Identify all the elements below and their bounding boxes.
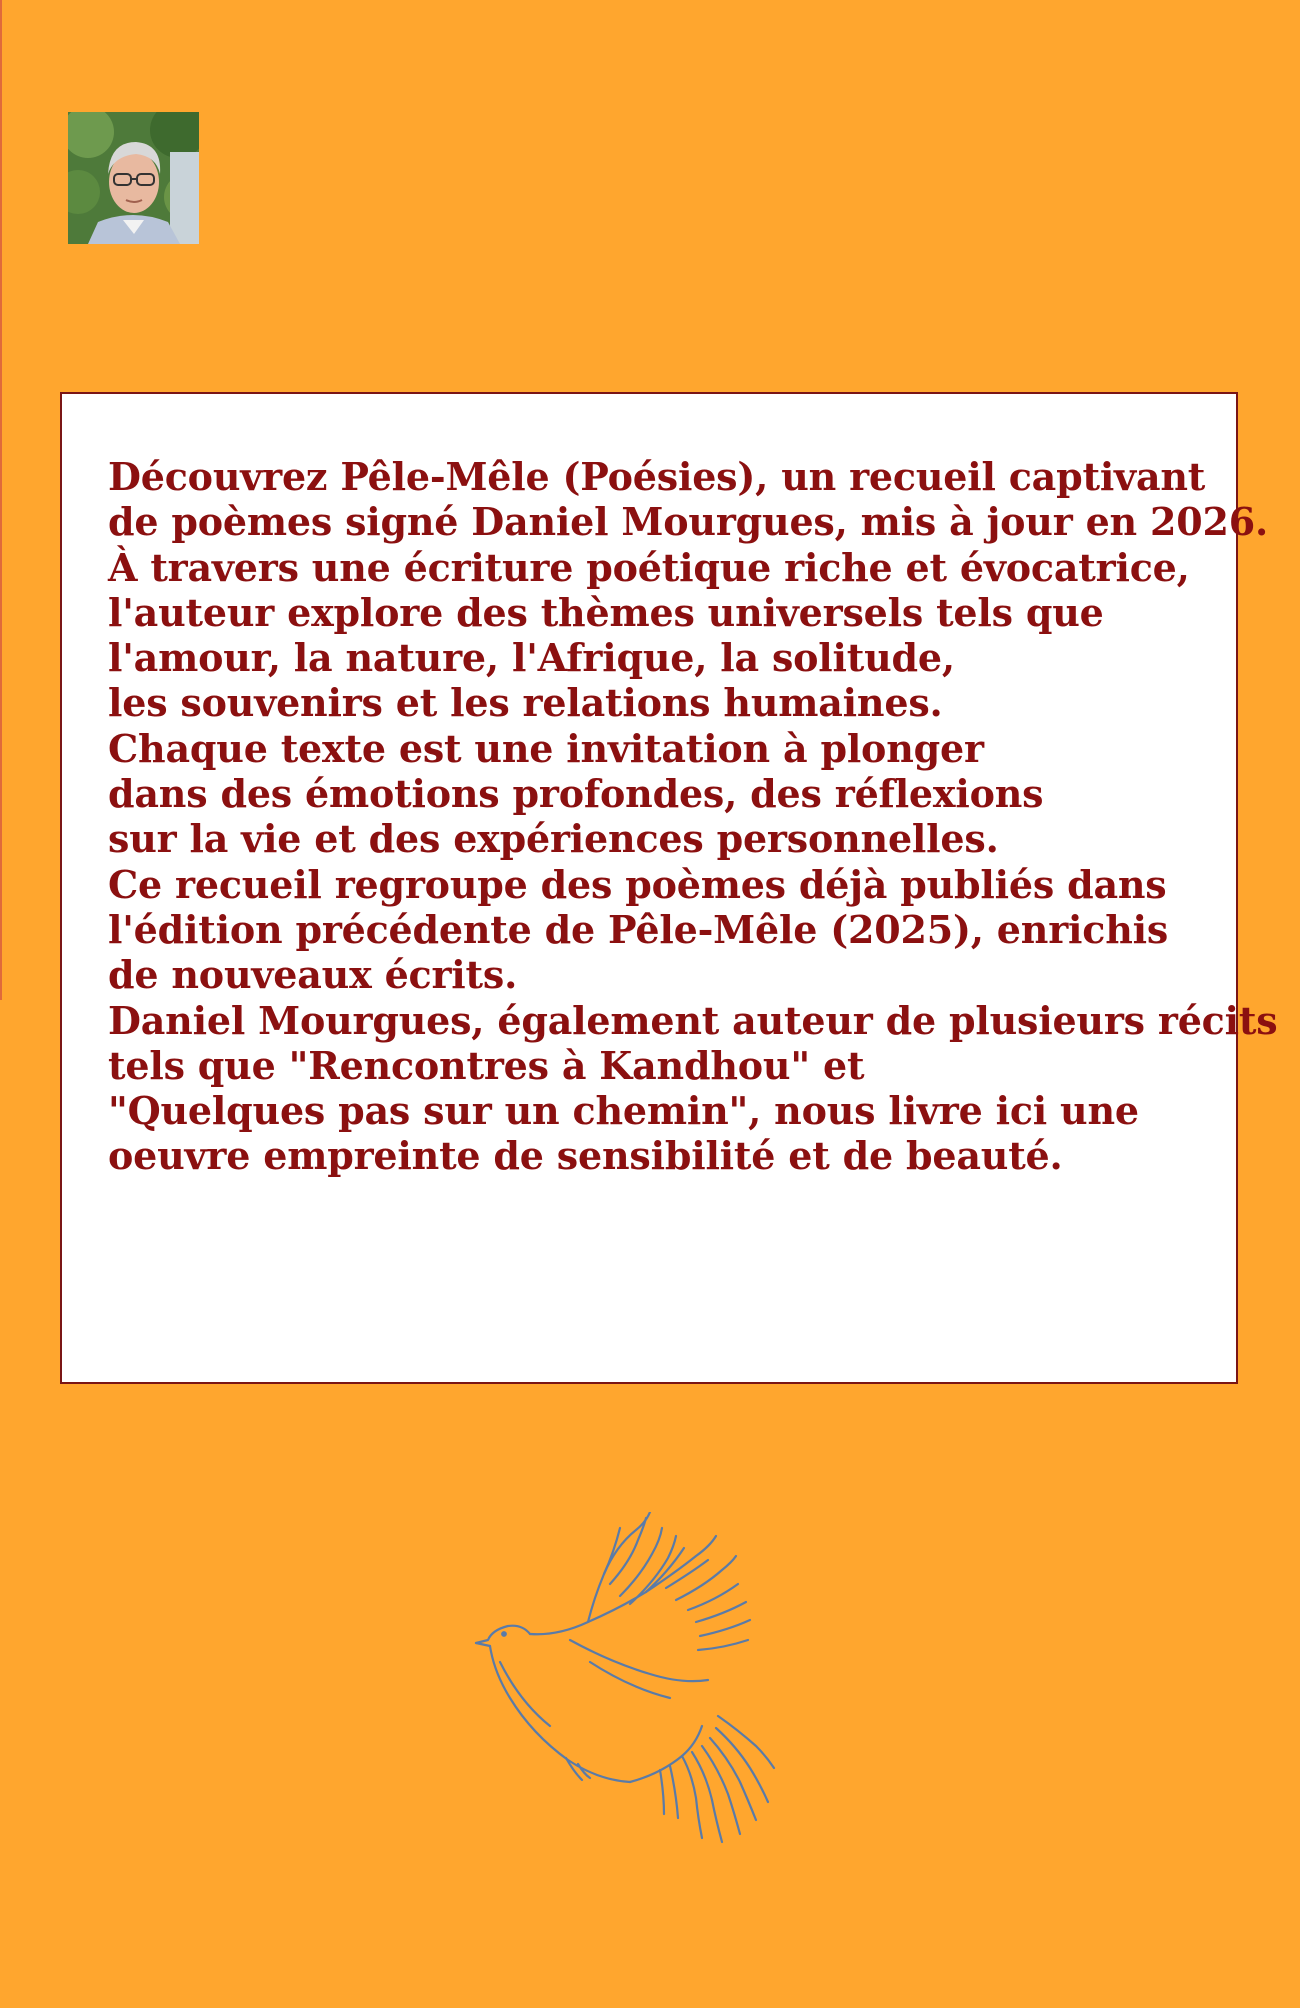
blurb-line: Ce recueil regroupe des poèmes déjà publiés dans	[108, 861, 1167, 907]
blurb-line: oeuvre empreinte de sensibilité et de beauté.	[108, 1133, 1063, 1179]
blurb-line: tels que "Rencontres à Kandhou" et	[108, 1042, 865, 1088]
blurb-line: Découvrez Pêle-Mêle (Poésies), un recueil captivant	[108, 454, 1206, 499]
blurb-line: À travers une écriture poétique riche et évocatrice,	[108, 544, 1190, 590]
blurb-line: l'édition précédente de Pêle-Mêle (2025), enrichis	[108, 906, 1169, 952]
blurb-line: "Quelques pas sur un chemin", nous livre ici une	[108, 1088, 1139, 1134]
blurb-line: Daniel Mourgues, également auteur de plusieurs récits	[108, 997, 1278, 1043]
blurb-text	[108, 454, 1277, 1179]
blurb-line: Chaque texte est une invitation à plonger	[108, 725, 984, 771]
blurb-line: dans des émotions profondes, des réflexions	[108, 771, 1044, 817]
blurb-box	[60, 392, 1278, 1384]
author-photo	[68, 112, 199, 244]
blurb-line: de nouveaux écrits.	[108, 952, 518, 998]
dove-icon	[470, 1512, 780, 1852]
blurb-line: l'auteur explore des thèmes universels tels que	[108, 589, 1104, 635]
blurb-line: de poèmes signé Daniel Mourgues, mis à jour en 2026.	[108, 499, 1268, 545]
blurb-line: l'amour, la nature, l'Afrique, la solitude,	[108, 635, 955, 681]
blurb-line: les souvenirs et les relations humaines.	[108, 680, 943, 726]
blurb-line: sur la vie et des expériences personnelles.	[108, 816, 999, 862]
left-edge-stripe	[0, 0, 2, 1000]
